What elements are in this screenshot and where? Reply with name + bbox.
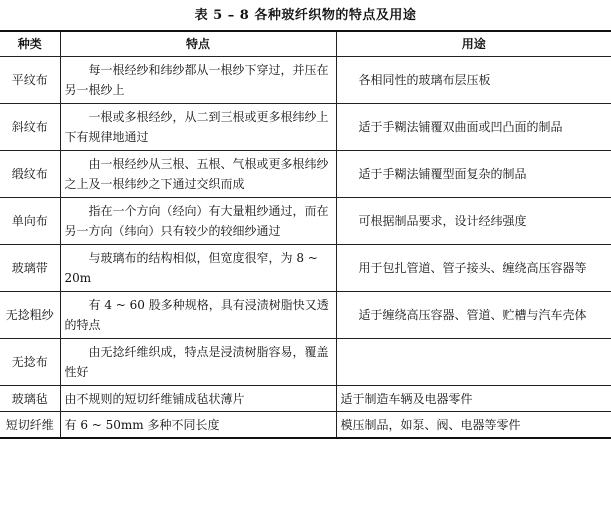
cell-feature: 与玻璃布的结构相似，但宽度很窄，为 8 ~ 20m	[60, 245, 336, 292]
table-row	[0, 57, 611, 104]
table-row	[0, 339, 611, 386]
cell-feature: 指在一个方向（经向）有大量粗纱通过，而在另一方向（纬向）只有较少的较细纱通过	[60, 198, 336, 245]
cell-kind: 玻璃带	[0, 245, 60, 292]
table-caption: 表 5 – 8 各种玻纤织物的特点及用途	[194, 8, 417, 23]
cell-feature: 一根或多根经纱，从二到三根或更多根纬纱上下有规律地通过	[60, 104, 336, 151]
cell-kind: 平纹布	[0, 57, 60, 104]
cell-feature: 由一根经纱从三根、五根、气根或更多根纬纱之上及一根纬纱之下通过交织而成	[60, 151, 336, 198]
cell-kind: 短切纤维	[0, 412, 60, 439]
cell-feature: 由无捻纤维织成，特点是浸渍树脂容易，覆盖性好	[60, 339, 336, 386]
cell-use: 适于制造车辆及电器零件	[336, 386, 611, 412]
cell-use: 各相同性的玻璃布层压板	[336, 57, 611, 104]
table-row	[0, 198, 611, 245]
table-row	[0, 412, 611, 439]
cell-feature: 有 6 ~ 50mm 多种不同长度	[60, 412, 336, 439]
cell-use: 适于缠绕高压容器、管道、贮槽与汽车壳体	[336, 292, 611, 339]
header-feature: 特点	[60, 31, 336, 57]
fabric-table	[0, 30, 611, 439]
cell-use: 模压制品，如泵、阀、电器等零件	[336, 412, 611, 439]
cell-use: 用于包扎管道、管子接头、缠绕高压容器等	[336, 245, 611, 292]
cell-kind: 无捻粗纱	[0, 292, 60, 339]
table-row	[0, 292, 611, 339]
cell-use: 适于手糊法铺覆型面复杂的制品	[336, 151, 611, 198]
cell-kind: 玻璃毡	[0, 386, 60, 412]
header-kind: 种类	[0, 31, 60, 57]
cell-use: 适于手糊法铺覆双曲面或凹凸面的制品	[336, 104, 611, 151]
cell-use: 可根据制品要求，设计经纬强度	[336, 198, 611, 245]
table-row	[0, 104, 611, 151]
table-row	[0, 151, 611, 198]
header-use: 用途	[336, 31, 611, 57]
cell-feature: 每一根经纱和纬纱都从一根纱下穿过，并压在另一根纱上	[60, 57, 336, 104]
cell-kind: 斜纹布	[0, 104, 60, 151]
table-row	[0, 245, 611, 292]
cell-kind: 缎纹布	[0, 151, 60, 198]
cell-use	[336, 339, 611, 386]
cell-feature: 由不规则的短切纤维铺成毡状薄片	[60, 386, 336, 412]
header-row	[0, 31, 611, 57]
cell-feature: 有 4 ~ 60 股多种规格，具有浸渍树脂快又透的特点	[60, 292, 336, 339]
cell-kind: 无捻布	[0, 339, 60, 386]
table-row	[0, 386, 611, 412]
cell-kind: 单向布	[0, 198, 60, 245]
